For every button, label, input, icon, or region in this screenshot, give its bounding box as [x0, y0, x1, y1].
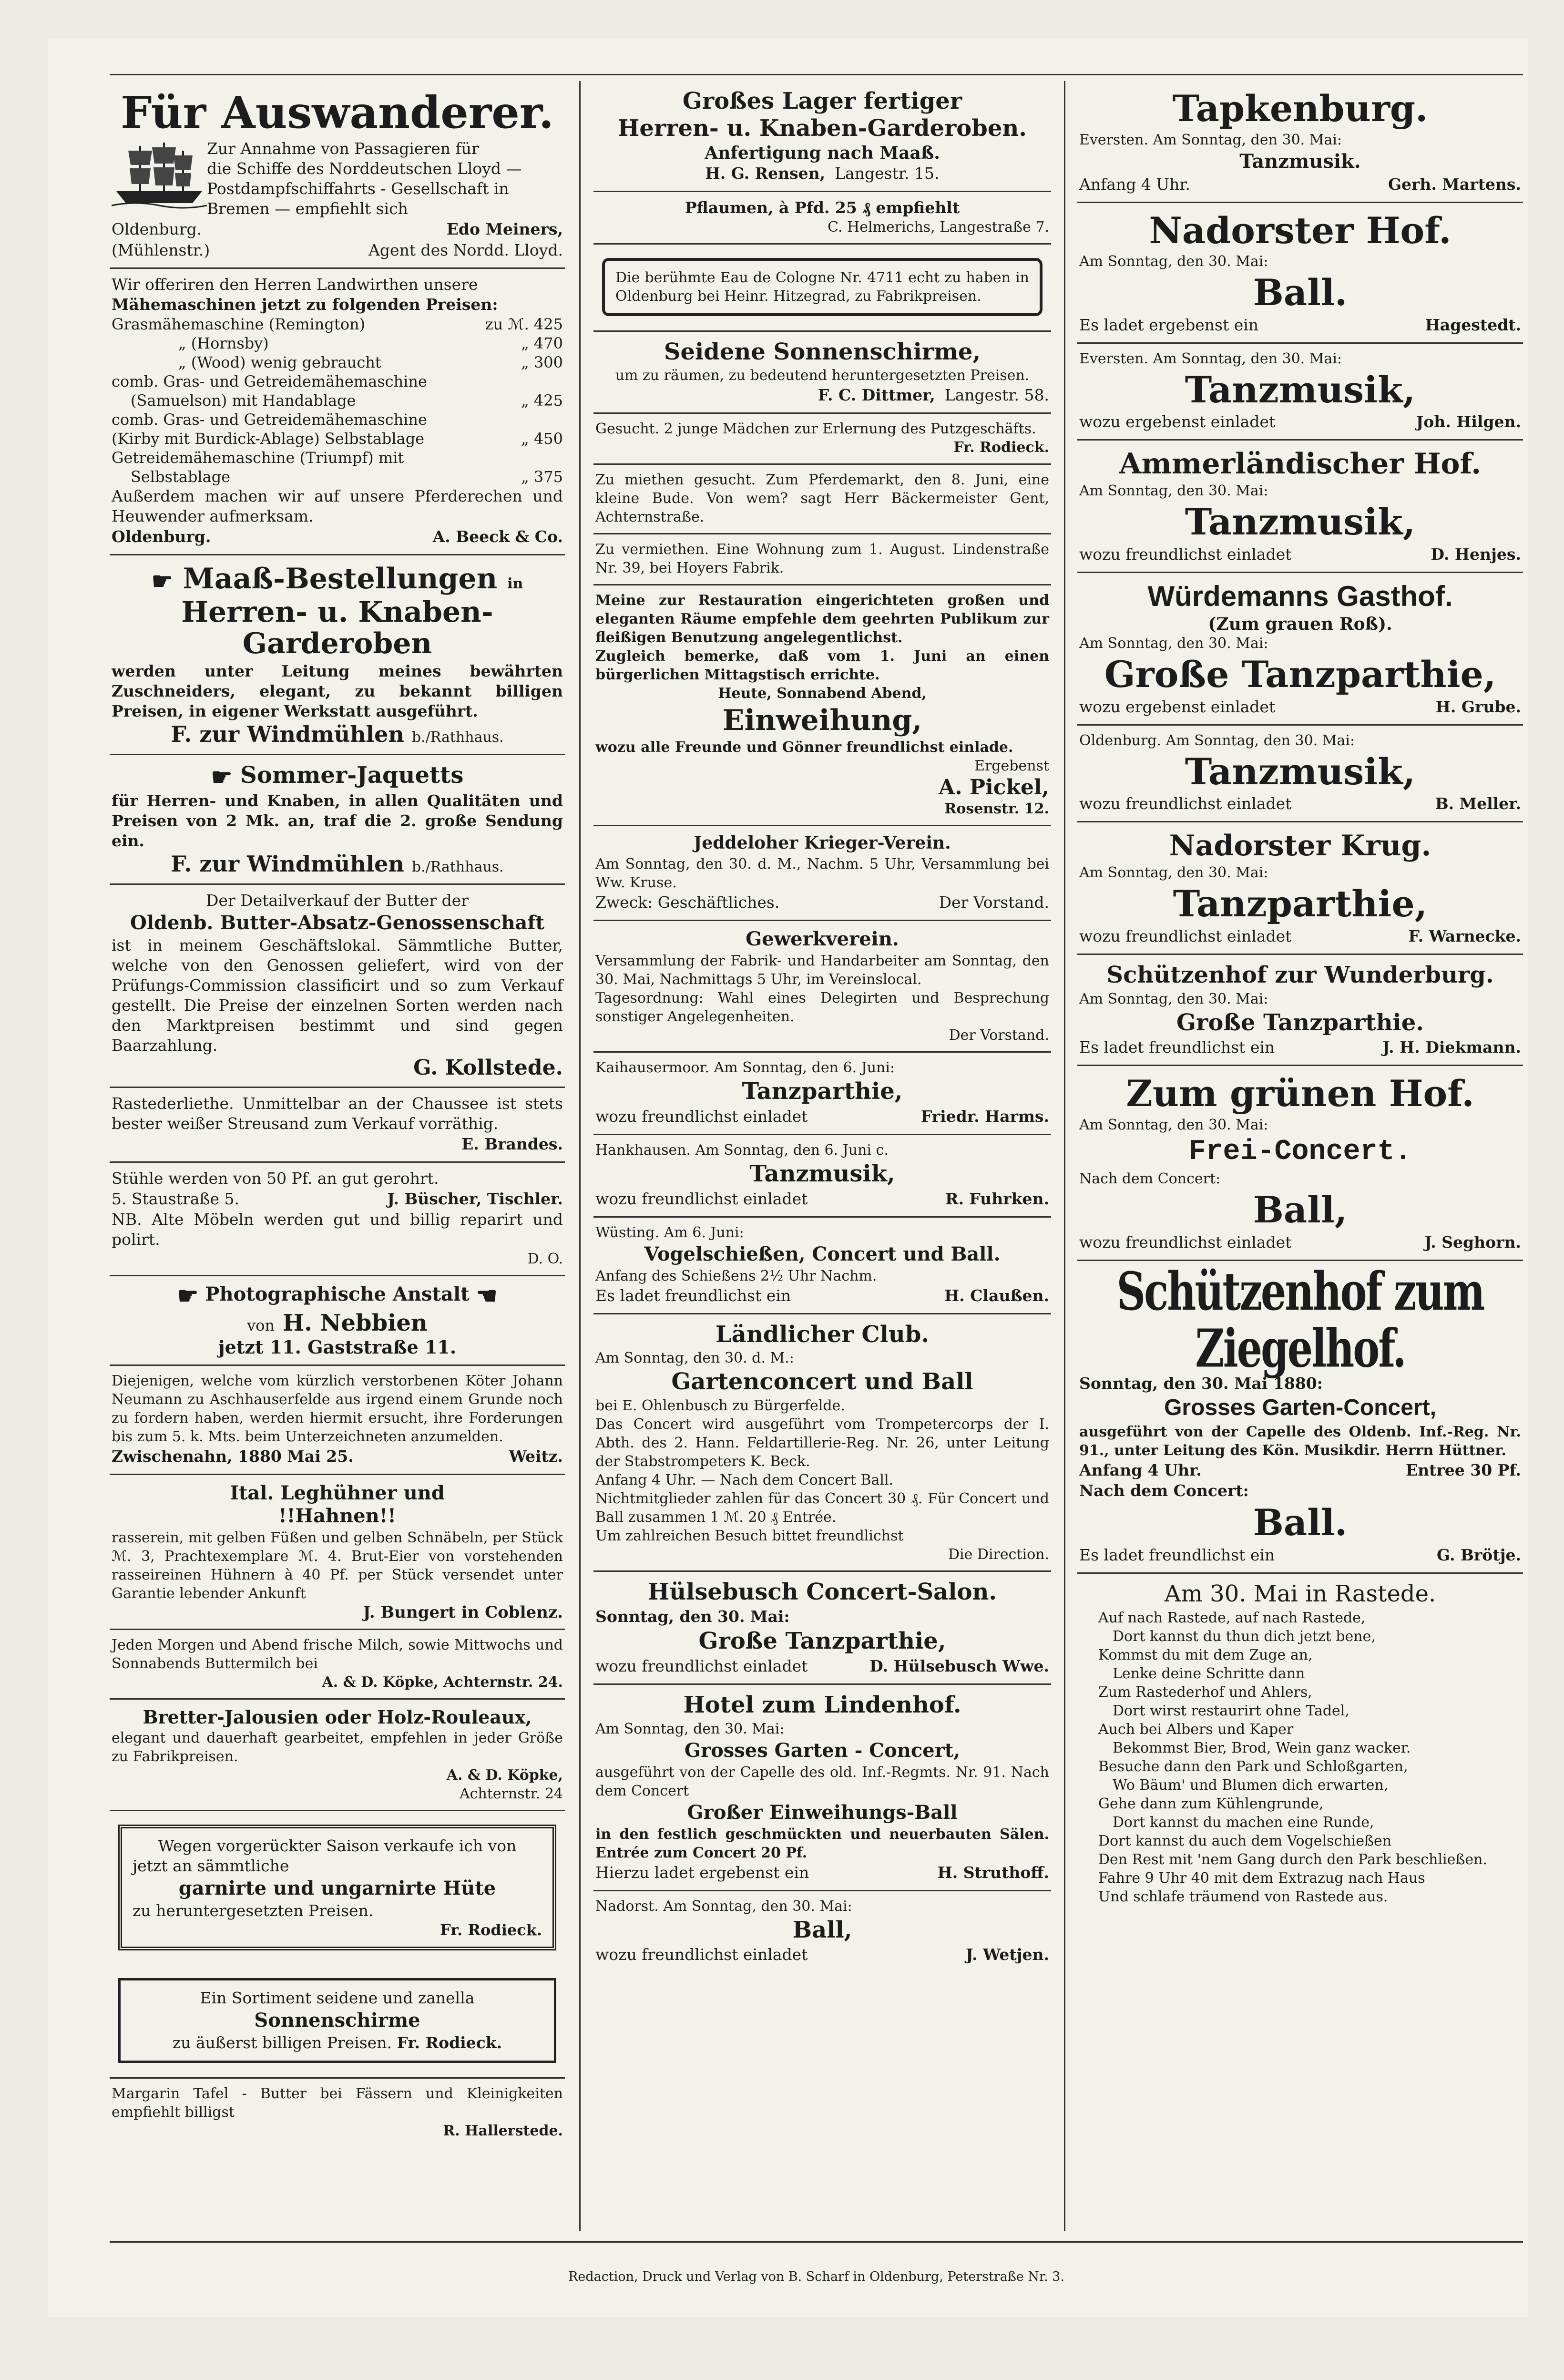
ad-hankhausen: Hankhausen. Am Sonntag, den 6. Juni c. Tanzmusik, wozu freundlichst einladet R. Fuhrken.: [593, 1135, 1051, 1218]
price-row: „ (Hornsby) „ 470: [178, 334, 563, 353]
text-line: Bremen — empfiehlt sich: [207, 199, 408, 218]
poem-line: Auch bei Albers und Kaper: [1098, 1721, 1294, 1738]
advertiser: J. Büscher, Tischler.: [387, 1189, 563, 1208]
city: Oldenburg.: [112, 527, 211, 546]
ad-nadorster-hof: Nadorster Hof. Am Sonntag, den 30. Mai: Ball. Es ladet ergebenst ein Hagestedt.: [1077, 203, 1523, 344]
ad-gesucht: [593, 414, 1051, 465]
ad-title: Tanzmusik,: [1185, 368, 1416, 411]
ad-krieger-verein: Jeddeloher Krieger-Verein. Am Sonntag, den 30. d. M., Nachm. 5 Uhr, Versammlung bei Ww. Kruse. Zweck: Geschäftliches. Der Vorstand.: [593, 826, 1051, 921]
ad-title: Photographische Anstalt: [205, 1282, 470, 1305]
text-body: werden unter Leitung meines bewährten Zuschneiders, elegant, zu bekannt billigen Preisen, in eigener Werkstatt ausgeführt.: [112, 662, 563, 721]
ad-oldenburg-tanzmusik: Oldenburg. Am Sonntag, den 30. Mai: Tanzmusik, wozu freundlichst einladet B. Meller.: [1077, 726, 1523, 823]
advertiser: J. Bungert in Coblenz.: [363, 1602, 563, 1622]
advertiser: Fr. Rodieck.: [397, 2033, 502, 2052]
ad-streusand: [110, 1088, 565, 1163]
ad-lindenhof: Hotel zum Lindenhof. Am Sonntag, den 30. Mai: Grosses Garten - Concert, ausgeführt von der Capelle des old. Inf.-Regmts. Nr. 91. Nach dem Concert Großer Einweihungs-Ball in den festlich geschmückten und neuerbauten Sälen. Entrée zum Concert 20 Pf. Hierzu ladet ergebenst ein H. Struthoff.: [593, 1685, 1051, 1891]
agent: Agent des Nordd. Lloyd.: [368, 241, 563, 260]
ad-title: Bretter-Jalousien oder Holz-Rouleaux,: [143, 1706, 532, 1728]
ad-einweihung-pickel: Meine zur Restauration eingerichteten großen und eleganten Räume empfehle dem geehrten Publikum zur fleißigen Benutzung angelegentlichst. Zugleich bemerke, daß vom 1. Juni an einen bürgerlichen Mittagstisch errichte. Heute, Sonnabend Abend, Einweihung, wozu alle Freunde und Gönner freundlichst einlade. Ergebenst A. Pickel, Rosenstr. 12.: [593, 585, 1051, 826]
pointing-hand-icon: ☛: [211, 762, 233, 791]
ad-title: Ammerländischer Hof.: [1119, 447, 1482, 481]
text-body: Jeden Morgen und Abend frische Milch, sowie Mittwochs und Sonnabends Buttermilch bei: [112, 1636, 563, 1672]
text-line: die Schiffe des Norddeutschen Lloyd —: [207, 159, 522, 178]
ad-title: Ital. Leghühner und: [230, 1481, 445, 1504]
ad-title: Maaß-Bestellungen: [183, 562, 498, 596]
ad-title: Hülsebusch Concert-Salon.: [647, 1579, 997, 1606]
ad-maehemaschinen: [110, 269, 565, 555]
ad-title: Tapkenburg.: [1172, 87, 1428, 130]
ad-title: Nadorster Krug.: [1169, 829, 1431, 863]
ad-nadorster-krug: Nadorster Krug. Am Sonntag, den 30. Mai: Tanzparthie, wozu freundlichst einladet F. Warnecke.: [1077, 822, 1523, 955]
advertiser: E. Brandes.: [461, 1134, 563, 1153]
text-body: Stühle werden von 50 Pf. an gut gerohrt.: [112, 1169, 439, 1188]
ad-seidene-sonnenschirme: Seidene Sonnenschirme, um zu räumen, zu bedeutend heruntergesetzten Preisen. F. C. Dittmer, Langestr. 58.: [593, 332, 1051, 414]
ad-sommer-jaquetts: ☛ Sommer-Jaquetts für Herren- und Knaben, in allen Qualitäten und Preisen von 2 Mk. an, traf die 2. große Sendung ein. F. zur Windmühlen b./Rathhaus.: [110, 755, 565, 885]
advertiser: F. zur Windmühlen: [171, 721, 404, 748]
ad-photographische-anstalt: ☛ Photographische Anstalt ☚ von H. Nebbien jetzt 11. Gaststraße 11.: [110, 1276, 565, 1366]
poem-line: Lenke deine Schritte dann: [1113, 1665, 1305, 1682]
price-row: comb. Gras- und Getreidemähemaschine: [112, 372, 427, 391]
ad-title: Nadorster Hof.: [1149, 209, 1452, 252]
ad-butter-genossenschaft: Der Detailverkauf der Butter der Oldenb. Butter-Absatz-Genossenschaft ist in meinem Geschäftslokal. Sämmtliche Butter, welche von den Genossen geliefert, wird von der Prüfungs-Commission classificirt und so zum Verkauf gestellt. Die Preise der einzelnen Sorten werden nach den Marktpreisen bestimmt und sind gegen Baarzahlung. G. Kollstede.: [110, 885, 565, 1088]
advertiser: F. zur Windmühlen: [171, 851, 404, 877]
ad-gewerkverein: Gewerkverein. Versammlung der Fabrik- und Handarbeiter am Sonntag, den 30. Mai, Nachmittags 5 Uhr, im Vereinslocal. Tagesordnung: Wahl eines Delegirten und Besprechung sonstiger Angelegenheiten. Der Vorstand.: [593, 921, 1051, 1053]
text-line: Wir offeriren den Herren Landwirthen unsere: [112, 275, 478, 294]
column-divider: [1064, 81, 1065, 2231]
ad-leghuehner: Ital. Leghühner und !!Hahnen!! rasserein, mit gelben Füßen und gelben Schnäbeln, per Stück ℳ. 3, Prachtexemplare ℳ. 4. Brut-Eier von vorstehenden rasseireinen Hühnern à 40 Pf. per Stück versendet unter Garantie lebender Ankunft J. Bungert in Coblenz.: [110, 1475, 565, 1630]
ad-ziegelhof: Schützenhof zum Ziegelhof. Sonntag, den 30. Mai 1880: Grosses Garten-Concert, ausgeführt von der Capelle des Oldenb. Inf.-Reg. Nr. 91., unter Leitung des Kön. Musikdir. Herrn Hüttner. Anfang 4 Uhr. Entree 30 Pf. Nach dem Concert: Ball. Es ladet freundlichst ein G. Brötje.: [1077, 1261, 1523, 1574]
advertiser: Hagestedt.: [1425, 315, 1521, 334]
text-body: für Herren- und Knaben, in allen Qualitäten und Preisen von 2 Mk. an, traf die 2. große Sendung ein.: [112, 791, 563, 850]
ad-eversten-tanzmusik: Eversten. Am Sonntag, den 30. Mai: Tanzmusik, wozu ergebenst einladet Joh. Hilgen.: [1077, 344, 1523, 441]
ad-title: Einweihung,: [722, 704, 922, 738]
text-body: Diejenigen, welche vom kürzlich verstorbenen Köter Johann Neumann zu Aschhauserfelde aus irgend einem Grunde noch zu fordern haben, werden hiermit ersucht, ihre Forderungen bis zum 5. k. Mts. beim Unterzeichneten anzumelden.: [112, 1372, 563, 1445]
column-1: [110, 81, 565, 2147]
ad-huelsebusch: Hülsebusch Concert-Salon. Sonntag, den 30. Mai: Große Tanzparthie, wozu freundlichst einladet D. Hülsebusch Wwe.: [593, 1572, 1051, 1685]
price-row: Grasmähemaschine (Remington) zu ℳ. 425: [112, 315, 563, 334]
poem-line: Dort wirst restaurirt ohne Tadel,: [1113, 1702, 1349, 1719]
advertiser: R. Hallerstede.: [443, 2123, 563, 2140]
advertiser: Friedr. Harms.: [920, 1107, 1049, 1126]
ad-huete: Wegen vorgerückter Saison verkaufe ich von jetzt an sämmtliche garnirte und ungarnirte Hüte zu heruntergesetzten Preisen. Fr. Rodieck.: [110, 1811, 565, 1965]
advertiser: Der Vorstand.: [939, 892, 1049, 912]
poem-line: Besuche dann den Park und Schloßgarten,: [1098, 1758, 1408, 1775]
text-line: Mähemaschinen jetzt zu folgenden Preisen:: [112, 295, 498, 314]
text-line: Außerdem machen wir auf unsere Pferderechen und Heuwender aufmerksam.: [112, 487, 563, 526]
ad-title: Tanzmusik,: [749, 1160, 895, 1187]
price-row: Getreidemähemaschine (Triumpf) mit: [112, 449, 404, 467]
pointing-hand-icon: ☛: [151, 566, 173, 595]
text-body: rasserein, mit gelben Füßen und gelben Schnäbeln, per Stück ℳ. 3, Prachtexemplare ℳ. 4. Brut-Eier von vorstehenden rasseireinen Hühnern à 40 Pf. per Stück versendet unter Garantie lebender Ankunft: [112, 1529, 563, 1602]
poem-line: Dort kannst du auch dem Vogelschießen: [1098, 1832, 1392, 1849]
advertiser: A. & D. Köpke,: [446, 1767, 563, 1784]
ad-jalousien: Bretter-Jalousien oder Holz-Rouleaux, elegant und dauerhaft gearbeitet, empfehlen in jeder Größe zu Fabrikpreisen. A. & D. Köpke, Achternstr. 24: [110, 1700, 565, 1812]
advertiser: G. Brötje.: [1437, 1545, 1521, 1564]
ad-pflaumen: Pflaumen, à Pfd. 25 ₰ empfiehlt C. Helmerichs, Langestraße 7.: [593, 192, 1051, 245]
text-body: Gesucht. 2 junge Mädchen zur Erlernung des Putzgeschäfts.: [595, 421, 1036, 438]
ship-icon: [112, 139, 207, 210]
ad-title: Oldenb. Butter-Absatz-Genossenschaft: [130, 911, 545, 934]
pointing-hand-icon: ☛: [177, 1281, 199, 1310]
price-row: (Samuelson) mit Handablage „ 425: [131, 391, 563, 410]
column-3: [1077, 81, 1523, 1913]
ad-title: Zum grünen Hof.: [1126, 1072, 1474, 1115]
imprint: Redaction, Druck und Verlag von B. Scharf in Oldenburg, Peterstraße Nr. 3.: [568, 2269, 1064, 2284]
ad-milch: [110, 1630, 565, 1700]
ad-maass-bestellungen: ☛ Maaß-Bestellungen in Herren- u. Knaben-Garderoben werden unter Leitung meines bewährten Zuschneiders, elegant, zu bekannt billigen Preisen, in eigener Werkstatt ausgeführt. F. zur Windmühlen b./Rathhaus.: [110, 555, 565, 755]
price-row: (Kirby mit Burdick-Ablage) Selbstablage „ 450: [112, 430, 563, 448]
advertiser: J. Wetjen.: [965, 1945, 1049, 1964]
ad-margarin: [110, 2079, 565, 2147]
ad-stuehle: Stühle werden von 50 Pf. an gut gerohrt. 5. Staustraße 5. J. Büscher, Tischler. NB. Alte Möbeln werden gut und billig reparirt und polirt. D. O.: [110, 1163, 565, 1276]
advertiser: Fr. Rodieck.: [440, 1921, 542, 1939]
text-body: Zu vermiethen. Eine Wohnung zum 1. August. Lindenstraße Nr. 39, bei Hoyers Fabrik.: [595, 541, 1049, 577]
advertiser: D. Henjes.: [1431, 544, 1521, 564]
ad-title: Sommer-Jaquetts: [240, 762, 464, 789]
poem-line: Kommst du mit dem Zuge an,: [1098, 1646, 1313, 1663]
advertiser: Edo Meiners,: [446, 220, 563, 239]
advertiser: Joh. Hilgen.: [1416, 412, 1521, 431]
ad-title: Tanzparthie,: [742, 1077, 903, 1105]
ad-nadorst-ball: Nadorst. Am Sonntag, den 30. Mai: Ball, wozu freundlichst einladet J. Wetjen.: [593, 1891, 1051, 1972]
ad-gedicht-rastede: [1077, 1574, 1523, 1913]
ad-title: Sonnenschirme: [254, 2009, 420, 2032]
poem-line: Wo Bäum' und Blumen dich erwarten,: [1113, 1776, 1389, 1794]
advertiser: Die Direction.: [948, 1546, 1049, 1563]
advertiser: J. H. Diekmann.: [1382, 1038, 1521, 1057]
price-row: comb. Gras- und Getreidemähemaschine: [112, 410, 427, 429]
top-rule: [110, 74, 1523, 75]
advertiser: Der Vorstand.: [949, 1026, 1049, 1044]
advertiser: A. Pickel,: [939, 775, 1049, 800]
poem-line: Den Rest mit 'nem Gang durch den Park beschließen.: [1098, 1851, 1488, 1868]
text-body: Margarin Tafel - Butter bei Fässern und Kleinigkeiten empfiehlt billigst: [112, 2085, 563, 2121]
advertiser: G. Kollstede.: [413, 1055, 563, 1080]
poem-line: Auf nach Rastede, auf nach Rastede,: [1098, 1609, 1366, 1626]
ad-title: Am 30. Mai in Rastede.: [1164, 1580, 1436, 1607]
ad-title: Würdemanns Gasthof.: [1147, 580, 1453, 612]
ad-kaihausermoor: Kaihausermoor. Am Sonntag, den 6. Juni: Tanzparthie, wozu freundlichst einladet Friedr. Harms.: [593, 1053, 1051, 1135]
text-body: ist in meinem Geschäftslokal. Sämmtliche Butter, welche von den Genossen geliefert, wird von der Prüfungs-Commission classificirt und so zum Verkauf gestellt. Die Preise der einzelnen Sorten werden nach den Marktpreisen bestimmt und sind gegen Baarzahlung.: [112, 935, 563, 1055]
ad-title: garnirte und ungarnirte Hüte: [178, 1877, 496, 1900]
ad-title: Gewerkverein.: [746, 927, 899, 950]
ad-sonnenschirme-rodieck: Ein Sortiment seidene und zanella Sonnenschirme zu äußerst billigen Preisen. Fr. Rodieck.: [110, 1965, 565, 2079]
advertiser: Fr. Rodieck.: [953, 439, 1049, 456]
text-body: Die berühmte Eau de Cologne Nr. 4711 echt zu haben in Oldenburg bei Heinr. Hitzegrad, zu Fabrikpreisen.: [615, 269, 1029, 305]
ad-gruener-hof: Zum grünen Hof. Am Sonntag, den 30. Mai: Frei-Concert. Nach dem Concert: Ball, wozu freundlichst einladet J. Seghorn.: [1077, 1066, 1523, 1261]
text-body: Zu miethen gesucht. Zum Pferdemarkt, den 8. Juni, eine kleine Bude. Von wem? sagt Herr Bäckermeister Gent, Achternstraße.: [595, 472, 1049, 526]
ad-title: Jeddeloher Krieger-Verein.: [694, 833, 951, 853]
poem-line: Zum Rastederhof und Ahlers,: [1098, 1683, 1312, 1701]
ad-zu-vermiethen: [593, 534, 1051, 585]
advertiser: H. Grube.: [1435, 697, 1521, 716]
advertiser: D. Hülsebusch Wwe.: [869, 1656, 1049, 1675]
price-row: Selbstablage „ 375: [131, 468, 563, 486]
advertiser: F. C. Dittmer,: [818, 386, 935, 405]
ad-title: Großes Lager fertiger: [682, 88, 962, 114]
street: (Mühlenstr.): [112, 241, 210, 260]
ad-title: Vogelschießen, Concert und Ball.: [644, 1242, 1001, 1265]
column-2: [593, 81, 1051, 1972]
bottom-rule: [110, 2241, 1523, 2243]
advertiser: A. & D. Köpke, Achternstr. 24.: [322, 1673, 563, 1691]
text-line: Zur Annahme von Passagieren für: [207, 139, 479, 158]
text-body: elegant und dauerhaft gearbeitet, empfehlen in jeder Größe zu Fabrikpreisen.: [112, 1730, 563, 1765]
ad-title: Für Auswanderer.: [121, 87, 554, 138]
text-line: Postdampfschiffahrts - Gesellschaft in: [207, 179, 509, 198]
price-row: „ (Wood) wenig gebraucht „ 300: [178, 353, 563, 372]
advertiser: A. Beeck & Co.: [432, 527, 563, 546]
city: Oldenburg.: [112, 220, 202, 239]
ad-neumann: Diejenigen, welche vom kürzlich verstorbenen Köter Johann Neumann zu Aschhauserfelde aus irgend einem Grunde noch zu fordern haben, werden hiermit ersucht, ihre Forderungen bis zum 5. k. Mts. beim Unterzeichneten anzumelden. Zwischenahn, 1880 Mai 25. Weitz.: [110, 1366, 565, 1475]
ad-tapkenburg: Tapkenburg. Eversten. Am Sonntag, den 30. Mai: Tanzmusik. Anfang 4 Uhr. Gerh. Martens.: [1077, 81, 1523, 203]
ad-title: Schützenhof zur Wunderburg.: [1106, 961, 1494, 988]
advertiser: C. Helmerichs, Langestraße 7.: [828, 218, 1049, 236]
advertiser: J. Seghorn.: [1424, 1232, 1521, 1252]
ad-wuerdemanns-gasthof: Würdemanns Gasthof. (Zum grauen Roß). Am Sonntag, den 30. Mai: Große Tanzparthie, wozu ergebenst einladet H. Grube.: [1077, 573, 1523, 726]
poem-line: Und schlafe träumend von Rastede aus.: [1098, 1888, 1388, 1905]
ad-title: Ball,: [792, 1916, 852, 1943]
ad-title: Seidene Sonnenschirme,: [664, 338, 981, 365]
ad-laendlicher-club: Ländlicher Club. Am Sonntag, den 30. d. M.: Gartenconcert und Ball bei E. Ohlenbusch zu Bürgerfelde. Das Concert wird ausgeführt vom Trompetercorps der I. Abth. des 2. Hann. Feldartillerie-Reg. Nr. 26, unter Leitung der Stabstrompeters K. Beck. Anfang 4 Uhr. — Nach dem Concert Ball. Nichtmitglieder zahlen für das Concert 30 ₰. Für Concert und Ball zusammen 1 ℳ. 20 ₰ Entrée. Um zahlreichen Besuch bittet freundlichst Die Direction.: [593, 1314, 1051, 1572]
advertiser: R. Fuhrken.: [945, 1189, 1049, 1208]
text-body: Rastederliethe. Unmittelbar an der Chaussee ist stets bester weißer Streusand zum Verkauf vorräthig.: [112, 1094, 563, 1133]
ad-wuesting: Wüsting. Am 6. Juni: Vogelschießen, Concert und Ball. Anfang des Schießens 2½ Uhr Nachm. Es ladet freundlichst ein H. Claußen.: [593, 1218, 1051, 1314]
ad-eau-de-cologne: [593, 245, 1051, 332]
ad-lager-rensen: Großes Lager fertiger Herren- u. Knaben-Garderoben. Anfertigung nach Maaß. H. G. Rensen, Langestr. 15.: [593, 81, 1051, 192]
column-divider: [579, 81, 581, 2231]
ad-title: Herren- u. Knaben-Garderoben: [181, 595, 493, 661]
poem-line: Bekommst Bier, Brod, Wein ganz wacker.: [1113, 1739, 1411, 1756]
ad-title: Hotel zum Lindenhof.: [683, 1691, 961, 1718]
ad-schuetzenhof-wunderburg: Schützenhof zur Wunderburg. Am Sonntag, den 30. Mai: Große Tanzparthie. Es ladet freundlichst ein J. H. Diekmann.: [1077, 955, 1523, 1067]
ad-title: Schützenhof zum Ziegelhof.: [1116, 1260, 1484, 1379]
poem-line: Fahre 9 Uhr 40 mit dem Extrazug nach Haus: [1098, 1869, 1425, 1887]
ad-title: Ländlicher Club.: [715, 1321, 930, 1348]
ad-ammerlaendischer-hof: Ammerländischer Hof. Am Sonntag, den 30. Mai: Tanzmusik, wozu freundlichst einladet D. Henjes.: [1077, 441, 1523, 573]
pointing-hand-left-icon: ☚: [476, 1281, 498, 1310]
advertiser: Gerh. Martens.: [1388, 174, 1521, 194]
advertiser: H. G. Rensen,: [705, 164, 826, 183]
ad-auswanderer: [110, 81, 565, 269]
advertiser: H. Claußen.: [944, 1286, 1049, 1305]
poem-line: Dort kannst du machen eine Runde,: [1113, 1814, 1374, 1831]
poem-line: Gehe dann zum Kühlengrunde,: [1098, 1795, 1324, 1812]
ad-zu-miethen: [593, 465, 1051, 534]
advertiser: B. Meller.: [1435, 794, 1521, 813]
advertiser: H. Struthoff.: [937, 1863, 1049, 1882]
poem-line: Dort kannst du thun dich jetzt bene,: [1113, 1628, 1376, 1645]
advertiser: H. Nebbien: [282, 1309, 428, 1336]
advertiser: F. Warnecke.: [1408, 926, 1521, 945]
ad-title: Tanzmusik,: [1185, 750, 1416, 793]
advertiser: Weitz.: [509, 1446, 563, 1466]
